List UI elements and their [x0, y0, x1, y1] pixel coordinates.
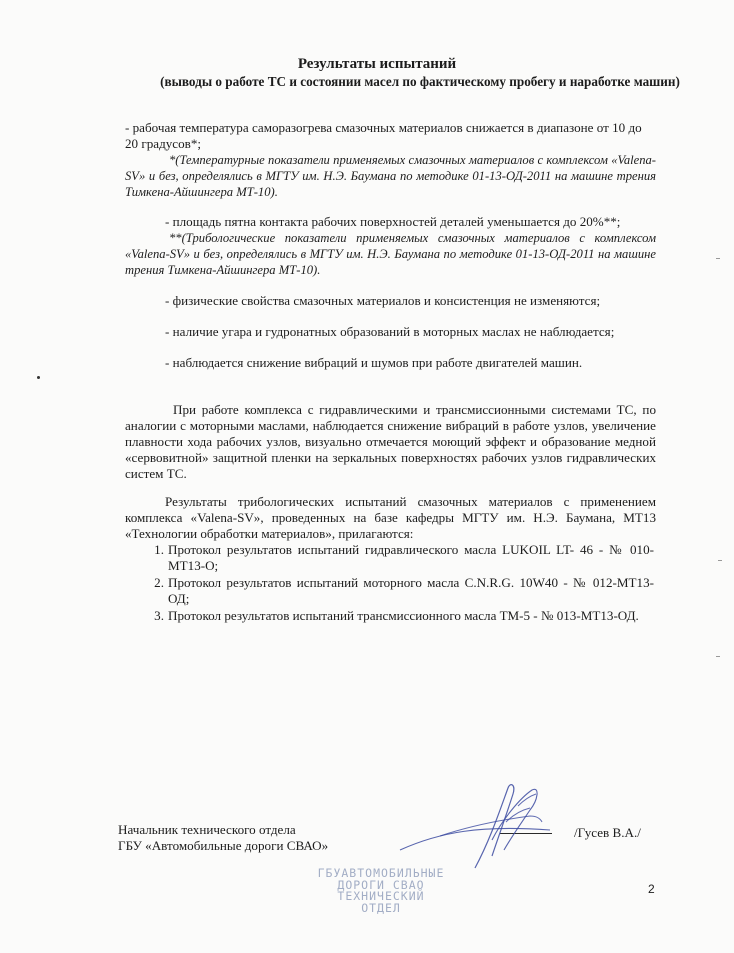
list-item-text: Протокол результатов испытаний трансмиссионного масла ТМ-5 - № 013-МТ13-ОД. [168, 608, 639, 623]
protocol-list [144, 542, 654, 624]
stamp-line: ГБУАВТОМОБИЛЬНЫЕ [317, 866, 445, 880]
list-item [144, 542, 654, 574]
signer-position: Начальник технического отдела [118, 822, 296, 837]
stamp-line: ДОРОГИ СВАО [337, 877, 425, 892]
handwritten-signature [380, 770, 580, 880]
result-item-carbon: - наличие угара и гудронатных образований в моторных маслах не наблюдается; [165, 324, 615, 339]
scan-mark [718, 560, 722, 561]
footnote-temperature: *(Температурные показатели применяемых смазочных материалов с комплексом «Valena-SV» и без, определялись в МГТУ им. Н.Э. Баумана по методике 01-13-ОД-2011 на машине трения Тимкена-Айшингера МТ-10). [125, 153, 656, 199]
stamp-line: ТЕХНИЧЕСКИЙ [337, 889, 425, 903]
scan-mark [716, 656, 720, 657]
list-item-text: Протокол результатов испытаний гидравлического масла LUKOIL LT- 46 - № 010-МТ13-О; [168, 542, 654, 573]
result-item-temperature: - рабочая температура саморазогрева смазочных материалов снижается в диапазоне от 10 до 20 градусов*; [125, 120, 642, 151]
scan-mark [716, 258, 720, 259]
department-stamp [296, 868, 466, 914]
list-item-number: 2. [154, 575, 164, 590]
scan-speck [37, 376, 40, 379]
paragraph-hydraulic: При работе комплекса с гидравлическими и трансмиссионными системами ТС, по аналогии с моторными маслами, наблюдается снижение вибраций в работе узлов, увеличение плавности хода рабочих узлов, визуально отмечается моющий эффект и образование медной «сервовитной» защитной пленки на зеркальных поверхностях рабочих узлов гидравлических систем ТС. [125, 402, 656, 481]
list-item [144, 575, 654, 607]
signer-name: /Гусев В.А./ [574, 825, 641, 840]
stamp-line: ОТДЕЛ [361, 900, 401, 915]
result-item-contact-area: - площадь пятна контакта рабочих поверхностей деталей уменьшается до 20%**; [165, 214, 621, 229]
signer-organization: ГБУ «Автомобильные дороги СВАО» [118, 838, 329, 853]
page-subtitle: (выводы о работе ТС и состоянии масел по фактическому пробегу и наработке машин) [160, 74, 680, 89]
result-item-vibration: - наблюдается снижение вибраций и шумов при работе двигателей машин. [165, 355, 583, 370]
list-item-number: 1. [154, 542, 164, 557]
page-number: 2 [648, 882, 655, 896]
page-title: Результаты испытаний [297, 56, 457, 72]
list-item [144, 608, 654, 624]
result-item-properties: - физические свойства смазочных материалов и консистенция не изменяются; [165, 293, 601, 308]
paragraph-tribology-results: Результаты трибологических испытаний смазочных материалов с применением комплекса «Valena-SV», проведенных на базе кафедры МГТУ им. Н.Э. Баумана, МТ13 «Технологии обработки материалов», прилагаются: [125, 494, 656, 541]
list-item-text: Протокол результатов испытаний моторного масла C.N.R.G. 10W40 - № 012-МТ13-ОД; [168, 575, 654, 606]
footnote-tribology: **(Трибологические показатели применяемых смазочных материалов с комплексом «Valena-SV» и без, определялись в МГТУ им. Н.Э. Баумана по методике 01-13-ОД-2011 на машине трения Тимкена-Айшингера МТ-10). [125, 231, 656, 277]
list-item-number: 3. [154, 608, 164, 623]
